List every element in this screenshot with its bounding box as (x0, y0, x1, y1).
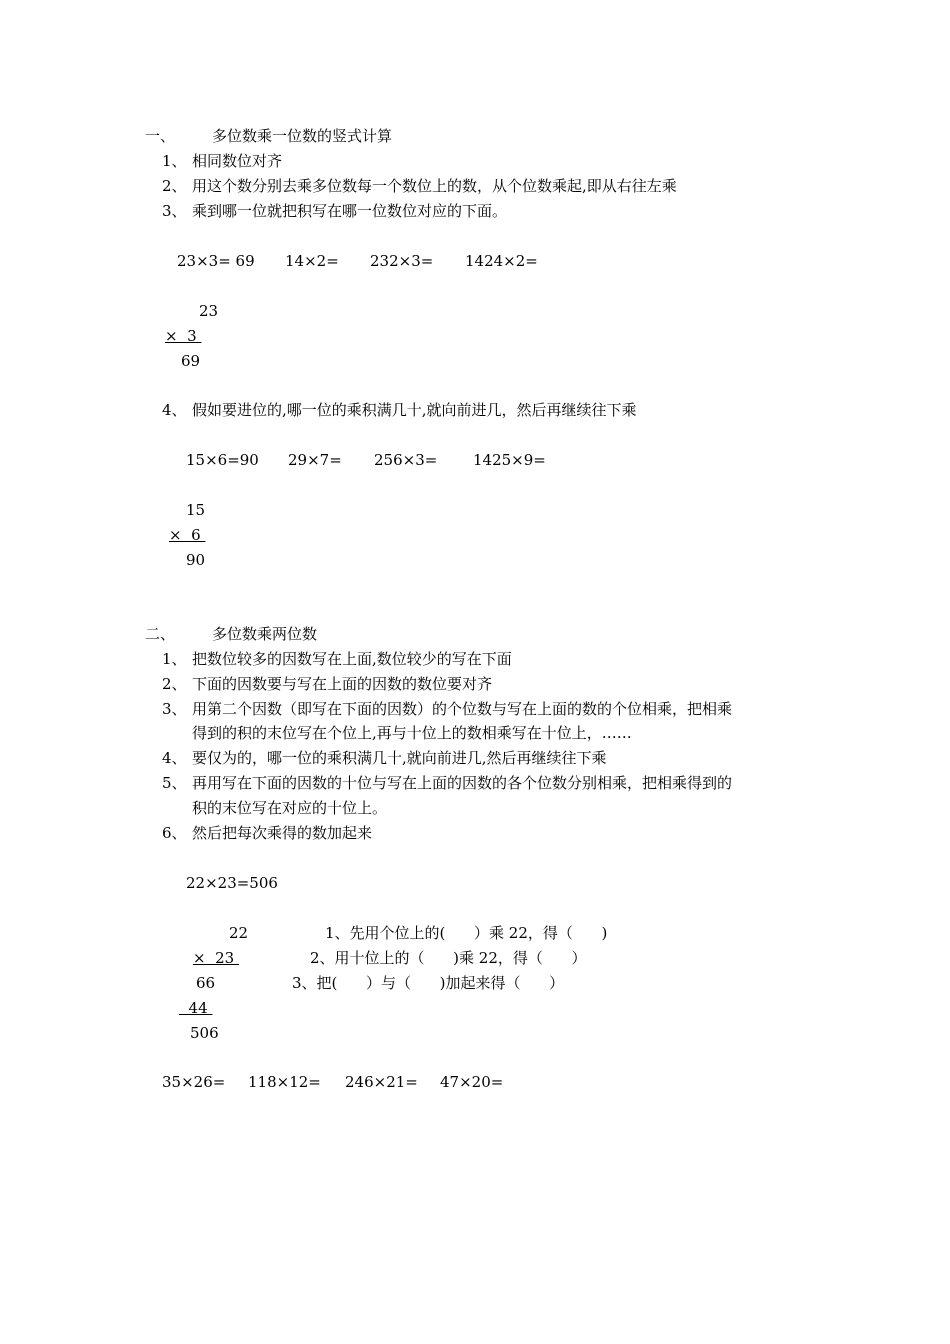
exercise: 47×20= (440, 1073, 504, 1091)
exercise: 232×3= (370, 252, 434, 270)
vertical-partial-product: 44 (179, 999, 213, 1017)
rule-text: 把数位较多的因数写在上面,数位较少的写在下面 (192, 650, 512, 668)
fill-in-step: 1、先用个位上的( ）乘 22，得（ ) (325, 924, 608, 942)
rule-number: 1、 (162, 152, 187, 170)
exercise: 35×26= (162, 1073, 226, 1091)
exercise: 29×7= (288, 451, 342, 469)
vertical-top-number: 22 (229, 924, 249, 942)
example-equation: 22×23=506 (186, 874, 278, 892)
rule-text: 要仅为的，哪一位的乘积满几十,就向前进几,然后再继续往下乘 (192, 749, 607, 767)
vertical-partial-product: 66 (196, 974, 216, 992)
rule-text: 相同数位对齐 (192, 152, 283, 170)
vertical-result: 69 (181, 352, 201, 370)
section1-title: 多位数乘一位数的竖式计算 (212, 127, 393, 145)
exercise: 14×2= (285, 252, 339, 270)
rule-number: 1、 (162, 650, 187, 668)
exercise: 246×21= (345, 1073, 418, 1091)
rule-number: 3、 (162, 202, 187, 220)
rule-number: 3、 (162, 700, 187, 718)
rule-number: 2、 (162, 177, 187, 195)
rule-text: 乘到哪一位就把积写在哪一位数位对应的下面。 (192, 202, 508, 220)
rule-text: 再用写在下面的因数的十位与写在上面的因数的各个位数分别相乘，把相乘得到的 (192, 774, 733, 792)
rule-text: 用这个数分别去乘多位数每一个数位上的数，从个位数乘起,即从右往左乘 (192, 177, 677, 195)
rule-number: 5、 (162, 774, 187, 792)
rule-text: 下面的因数要与写在上面的因数的数位要对齐 (192, 675, 493, 693)
exercise: 1425×9= (473, 451, 546, 469)
vertical-result: 90 (186, 551, 206, 569)
rule-text: 然后把每次乘得的数加起来 (192, 824, 373, 842)
exercise: 118×12= (248, 1073, 321, 1091)
rule-text: 用第二个因数（即写在下面的因数）的个位数与写在上面的数的个位相乘，把相乘 (192, 700, 733, 718)
rule-text: 假如要进位的,哪一位的乘积满几十,就向前进几，然后再继续往下乘 (192, 401, 637, 419)
fill-in-step: 2、用十位上的（ )乘 22，得（ ） (310, 949, 587, 967)
rule-number: 4、 (162, 749, 187, 767)
vertical-multiplier: × 23 (193, 949, 239, 967)
vertical-multiplier: × 6 (169, 526, 206, 544)
exercise: 1424×2= (465, 252, 538, 270)
vertical-top-number: 15 (186, 501, 206, 519)
exercise: 256×3= (374, 451, 438, 469)
section2-number: 二、 (145, 625, 176, 643)
vertical-multiplier: × 3 (165, 327, 202, 345)
rule-text-continued: 得到的积的末位写在个位上,再与十位上的数相乘写在十位上，…… (192, 724, 632, 742)
rule-number: 6、 (162, 824, 187, 842)
exercise: 23×3= 69 (177, 252, 255, 270)
section2-title: 多位数乘两位数 (212, 625, 318, 643)
fill-in-step: 3、把( ）与（ )加起来得（ ） (292, 974, 565, 992)
exercise: 15×6=90 (186, 451, 259, 469)
rule-number: 2、 (162, 675, 187, 693)
rule-text-continued: 积的末位写在对应的十位上。 (192, 799, 388, 817)
vertical-result: 506 (190, 1024, 219, 1042)
rule-number: 4、 (162, 401, 187, 419)
vertical-top-number: 23 (199, 302, 219, 320)
section1-number: 一、 (145, 127, 176, 145)
